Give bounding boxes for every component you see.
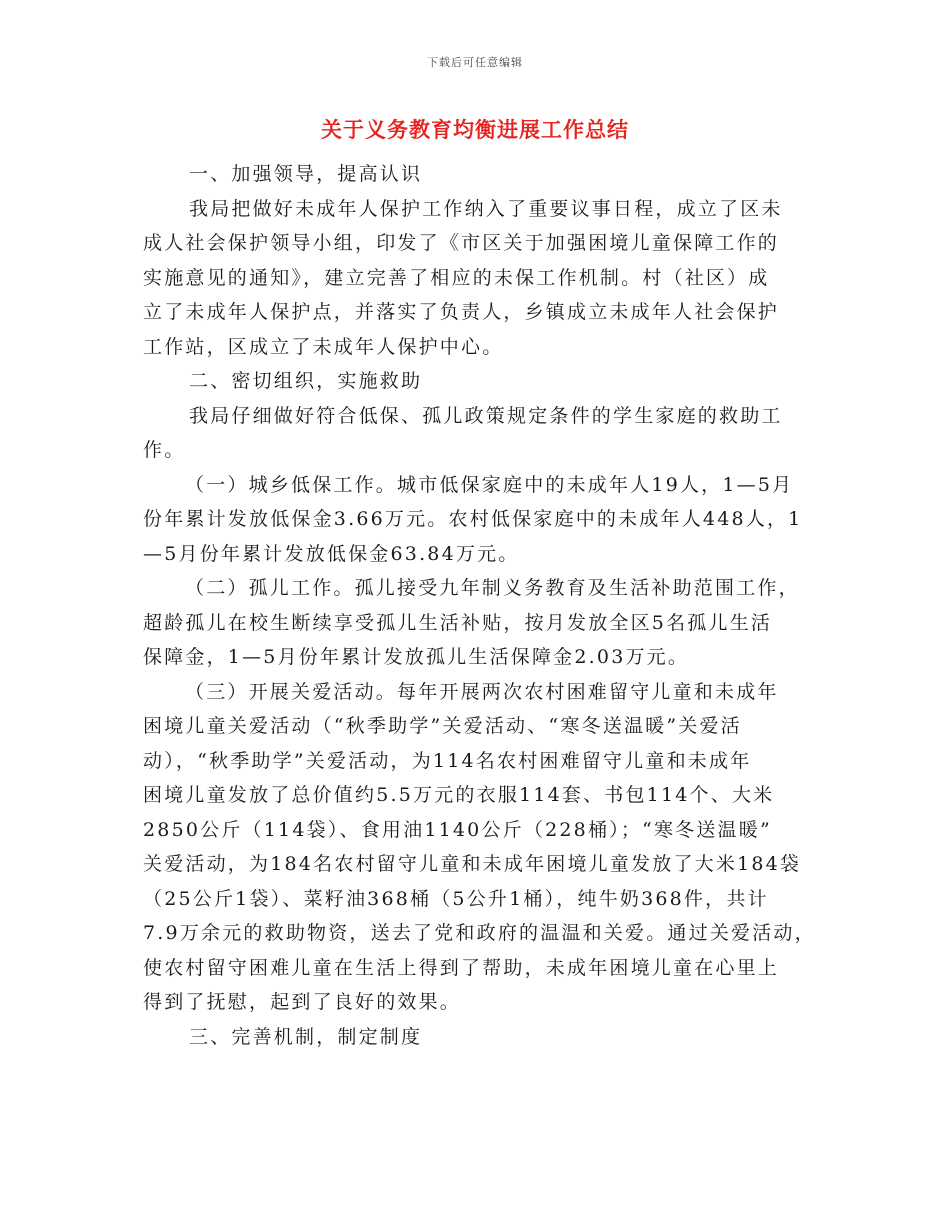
document-body [143,157,818,1054]
paragraph-line: 困境儿童关爱活动（“秋季助学”关爱活动、“寒冬送温暖”关爱活 [143,715,742,737]
paragraph-line: 7.9万余元的救助物资，送去了党和政府的温温和关爱。通过关爱活动， [143,922,816,944]
paragraph-line: 作。 [143,439,186,461]
paragraph-line: 动），“秋季助学”关爱活动，为114名农村困难留守儿童和未成年 [143,749,752,772]
paragraph-line: 实施意见的通知》，建立完善了相应的未保工作机制。村（社区）成 [143,266,770,289]
paragraph-line: —5月份年累计发放低保金63.84万元。 [143,542,520,565]
paragraph-line: 份年累计发放低保金3.66万元。农村低保家庭中的未成年人448人，1 [143,508,803,530]
paragraph-line: 困境儿童发放了总价值约5.5万元的衣服114套、书包114个、大米 [143,784,775,806]
paragraph-line: 工作站，区成立了未成年人保护中心。 [143,335,504,358]
paragraph-line: 关爱活动，为184名农村留守儿童和未成年困境儿童发放了大米184袋 [143,853,802,875]
section-heading-2: 二、密切组织，实施救助 [189,370,423,392]
subsection-line: （三）开展关爱活动。每年开展两次农村困难留守儿童和未成年 [185,680,779,703]
document-title: 关于义务教育均衡进展工作总结 [321,118,629,142]
paragraph-line: 超龄孤儿在校生断续享受孤儿生活补贴，按月发放全区5名孤儿生活 [143,611,773,634]
section-heading-1: 一、加强领导，提高认识 [189,163,423,185]
paragraph-line: 得到了抚慰，起到了良好的效果。 [143,991,462,1013]
paragraph-line: 我局仔细做好符合低保、孤儿政策规定条件的学生家庭的救助工 [189,404,783,427]
paragraph-line: 使农村留守困难儿童在生活上得到了帮助，未成年困境儿童在心里上 [143,956,780,979]
paragraph-line: 我局把做好未成年人保护工作纳入了重要议事日程，成立了区未 [189,197,783,220]
section-heading-3: 三、完善机制，制定制度 [189,1025,423,1048]
paragraph-line: 立了未成年人保护点，并落实了负责人，乡镇成立未成年人社会保护 [143,301,780,323]
paragraph-line: （25公斤1袋）、菜籽油368桶（5公升1桶），纯牛奶368件，共计 [143,887,769,910]
subsection-line: （一）城乡低保工作。城市低保家庭中的未成年人19人，1—5月 [185,473,794,496]
paragraph-line: 成人社会保护领导小组，印发了《市区关于加强困境儿童保障工作的 [143,232,780,254]
paragraph-line: 2850公斤（114袋）、食用油1140公斤（228桶）；“寒冬送温暖” [143,818,772,841]
header-note: 下载后可任意编辑 [427,56,523,69]
paragraph-line: 保障金，1—5月份年累计发放孤儿生活保障金2.03万元。 [143,646,690,668]
subsection-line: （二）孤儿工作。孤儿接受九年制义务教育及生活补助范围工作， [185,577,800,599]
